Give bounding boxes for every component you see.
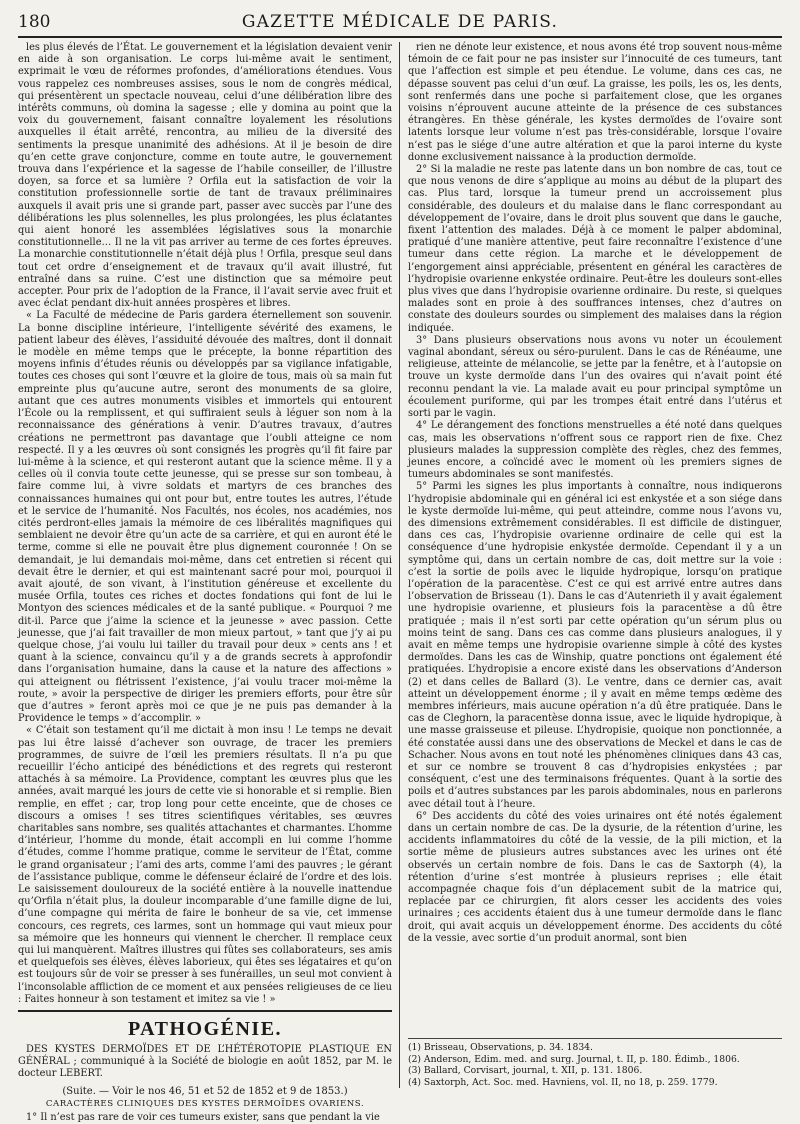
- page-header: [18, 10, 782, 38]
- section-title: PATHOGÉNIE.: [127, 1018, 283, 1041]
- footnotes: [408, 1038, 782, 1088]
- newspaper-page: [18, 10, 782, 1123]
- article-paragraph: 6° Des accidents du côté des voies urinaires ont été notés également dans un certain nombre de cas. De la dysurie, de la rétention d’urine, les accidents inflammatoires du côté de la vessie, de la pili miction, et la sortie même de plusieurs autres substances avec les urines ont été observés un certain nombre de fois. Dans le cas de Saxtorph (4), la rétention d’urine s’est montrée à plusieurs reprises ; elle était accompagnée chaque fois d’un déplacement subit de la matrice qui, replacée par ce chirurgien, fit alors cesser les accidents des voies urinaires ; ces accidents étaient dus à une tumeur dermoïde dans le flanc droit, qui avait acquis un développement énorme. Des accidents du côté de la vessie, avec sortie d’un produit anormal, sont bien: [408, 810, 782, 944]
- left-column: [18, 42, 392, 1123]
- speech-paragraph: « C’était son testament qu’il me dictait à mon insu ! Le temps ne devait pas lui être laissé d’achever son ouvrage, de tracer les premiers programmes, de suivre de l’œil les premiers résultats. Il n’a pu que recueillir l’écho anticipé des bénédictions et des regrets qui resteront attachés à sa mémoire. La Providence, comptant les œuvres plus que les années, avait marqué les jours de cette vie si honorable et si remplie. Bien remplie, en effet ; car, trop long pour cette enceinte, que de choses ce discours a omises ! ses titres scientifiques véritables, ses œuvres charitables sans nombre, ses qualités attachantes et charmantes. L’homme d’intérieur, l’homme du monde, était accompli en lui comme l’homme d’études, comme l’homme pratique, comme le serviteur de l’État, comme le grand organisateur ; l’ami des arts, comme l’ami des pauvres ; le gérant de l’assistance publique, comme le défenseur éclairé de l’ordre et des lois. Le saisissement douloureux de la société entière à la nouvelle inattendue qu’Orfila n’était plus, la douleur incomparable d’une famille digne de lui, d’une compagne qui mérita de faire le bonheur de sa vie, cet immense concours, ces regrets, ces larmes, sont un hommage qui vaut mieux pour sa mémoire que les honneurs qui viennent le chercher. Il remplace ceux qui lui manquèrent. Maîtres illustres qui fûtes ses collaborateurs, ses amis et quelquefois ses élèves, élèves laborieux, qui êtes ses légataires et qu’on est toujours sûr de voir se presser à ses funérailles, un seul mot convient à l’inconsolable affliction de ce moment et aux pensées religieuses de ce lieu : Faites honneur à son testament et imitez sa vie ! »: [18, 725, 392, 1005]
- section-divider: [18, 1010, 392, 1012]
- column-divider: [399, 42, 400, 1088]
- article-paragraph: 2° Si la maladie ne reste pas latente dans un bon nombre de cas, tout ce que nous venons de dire s’applique au moins au début de la plupart des cas. Plus tard, lorsque la tumeur prend un accroissement plus considérable, des douleurs et du malaise dans le flanc correspondant au développement de l’ovaire, dans le droit plus souvent que dans le gauche, fixent l’attention des malades. Déjà à ce moment le palper abdominal, pratiqué d’une manière attentive, peut faire reconnaître l’existence d’une tumeur dans cette région. La marche et le développement de l’engorgement ainsi appréciable, présentent en général les caractères de l’hydropisie ovarienne enkystée ordinaire. Peut-être les douleurs sont-elles plus vives que dans l’hydropisie ovarienne ordinaire. Du reste, si quelques malades sont en proie à des souffrances intenses, chez d’autres on constate des douleurs sourdes ou simplement des malaises dans la région indiquée.: [408, 164, 782, 334]
- article-continuation-note: (Suite. — Voir le nos 46, 51 et 52 de 1852 et 9 de 1853.): [62, 1085, 348, 1097]
- right-column: [408, 42, 782, 1088]
- speech-paragraph: « La Faculté de médecine de Paris gardera éternellement son souvenir. La bonne discipline intérieure, l’intelligente sévérité des examens, le patient labeur des élèves, l’assiduité dévouée des maîtres, dont il donnait le modèle en même temps que le précepte, la bonne répartition des moyens infinis d’études réunis ou développés par sa vigilance infatigable, toutes ces choses qui sont l’œuvre et la gloire de tous, mais où sa main fut empreinte plus qu’aucune autre, seront des monuments de sa gloire, autant que ces autres monuments visibles et immortels qui entourent l’École ou la remplissent, et qui suffiraient seuls à léguer son nom à la reconnaissance des générations à venir. D’autres travaux, d’autres créations ne permettront pas davantage que l’oubli atteigne ce nom respecté. Il y a les œuvres où sont consignés les progrès qu’il fit faire par lui-même à la science, et qui resteront autant que la science même. Il y a celles où il convia toute cette jeunesse, qui se presse sur son tombeau, à faire comme lui, à vivre soldats et martyrs de ces branches des connaissances humaines qui ont pour but, entre toutes les autres, l’étude et le service de l’humanité. Nos Facultés, nos écoles, nos académies, nos cités perdront-elles jamais la mémoire de ces libéralités magnifiques qui semblaient ne devoir être qu’un acte de sa carrière, et qui en auront été le terme, comme si elle ne pouvait être plus dignement couronnée ! On se demandait, je lui demandais moi-même, dans cet entretien si récent qui devait être le dernier, et qui est maintenant sacré pour moi, pourquoi il avait ajouté, de son vivant, à l’institution généreuse et excellente du musée Orfila, toutes ces riches et doctes fondations qui font de lui le Montyon des sciences médicales et de la santé publique. « Pourquoi ? me dit-il. Parce que j’aime la science et la jeunesse » avec passion. Cette jeunesse, que j’ai fait travailler de mon mieux partout, » tant que j’y ai pu quelque chose, j’ai voulu lui tailler du travail pour deux » cents ans ! et quant à la science, convaincu qu’il y a de grands secrets à approfondir dans l’organisation humaine, dans la cause et la nature des affections » qui atteignent ou flétrissent l’existence, j’ai voulu tracer moi-même la route, » avoir la perspective de diriger les premiers efforts, pour être sûr que d’autres » feront après moi ce que je ne puis pas demander à la Providence le temps » d’accomplir. »: [18, 310, 392, 725]
- article-title: DES KYSTES DERMOÏDES ET DE L’HÉTÉROTOPIE PLASTIQUE EN GÉNÉRAL ; communiqué à la Société de biologie en août 1852, par M. le docteur LEBERT.: [18, 1044, 392, 1080]
- article-paragraph: rien ne dénote leur existence, et nous avons été trop souvent nous-même témoin de ce fait pour ne pas insister sur l’innocuité de ces tumeurs, tant que l’affection est simple et peu étendue. Le volume, dans ces cas, ne dépasse souvent pas celui d’un œuf. La graisse, les poils, les os, les dents, sont renfermés dans une poche si parfaitement close, que les organes voisins n’éprouvent aucune atteinte de la présence de ces substances étrangères. En thèse générale, les kystes dermoïdes de l’ovaire sont latents lorsque leur volume n’est pas très-considérable, lorsque l’ovaire n’est pas le siége d’une autre altération et que la paroi interne du kyste donne exclusivement naissance à la production dermoïde.: [408, 42, 782, 163]
- text-columns: [18, 42, 782, 1123]
- article-subsection-heading: CARACTÈRES CLINIQUES DES KYSTES DERMOÏDES OVARIENS.: [45, 1098, 365, 1109]
- footnote: (3) Ballard, Corvisart, journal, t. XII, p. 131. 1806.: [408, 1065, 643, 1077]
- journal-title: GAZETTE MÉDICALE DE PARIS.: [241, 12, 559, 32]
- footnote: (2) Anderson, Edim. med. and surg. Journal, t. II, p. 180. Édimb., 1806.: [408, 1053, 740, 1065]
- article-paragraph: 5° Parmi les signes les plus importants à connaître, nous indiquerons l’hydropisie abdominale qui en général ici est enkystée et a son siége dans le kyste dermoïde lui-même, qui peut atteindre, comme nous l’avons vu, des dimensions extrêmement considérables. Il est difficile de distinguer, dans ces cas, l’hydropisie ovarienne ordinaire de celle qui est la conséquence d’une hydropisie enkystée dermoïde. Cependant il y a un symptôme qui, dans un certain nombre de cas, doit mettre sur la voie : c’est la sortie de poils avec le liquide hydropique, lorsqu’on pratique l’opération de la paracentèse. C’est ce qui est arrivé entre autres dans l’observation de Brisseau (1). Dans le cas d’Autenrieth il y avait également une hydropisie ovarienne, et plusieurs fois la paracentèse a dû être pratiquée ; mais il n’est sorti par cette opération qu’un sérum plus ou moins teint de sang. Dans ces cas comme dans plusieurs analogues, il y avait en même temps une hydropisie ovarienne simple à côté des kystes dermoïdes. Dans les cas de Winship, quatre ponctions ont également été pratiquées. L’hydropisie a encore existé dans les observations d’Anderson (2) et dans celles de Ballard (3). Le ventre, dans ce dernier cas, avait atteint un développement énorme ; il y avait en même temps œdème des membres inférieurs, mais aucune opération n’a dû être pratiquée. Dans le cas de Cleghorn, la paracentèse donna issue, avec le liquide hydropique, à une masse graisseuse et pileuse. L’hydropisie, quoique non ponctionnée, a été constatée aussi dans une des observations de Meckel et dans le cas de Schacher. Nous avons en tout noté les phénomènes cliniques dans 43 cas, et sur ce nombre se trouvent 8 cas d’hydropisies enkystées ; par conséquent, c’est une des terminaisons fréquentes. Quant à la sortie des poils et d’autres substances par les parois abdominales, nous en parlerons avec détail tout à l’heure.: [408, 481, 782, 810]
- article-paragraph: 4° Le dérangement des fonctions menstruelles a été noté dans quelques cas, mais les observations n’offrent sous ce rapport rien de fixe. Chez plusieurs malades la suppression complète des règles, chez des femmes, jeunes encore, a coïncidé avec le moment où les premiers signes de tumeurs abdominales se sont manifestés.: [408, 420, 782, 481]
- page-number: 180: [18, 12, 51, 32]
- footnote: (4) Saxtorph, Act. Soc. med. Havniens, vol. II, no 18, p. 259. 1779.: [408, 1076, 718, 1088]
- speech-paragraph: les plus élevés de l’État. Le gouvernement et la législation devaient venir en aide à son organisation. Le corps lui-même avait le sentiment, exprimait le vœu de réformes profondes, d’améliorations étendues. Vous vous rappelez ces nombreuses assises, sous le nom de congrès médical, qui présentèrent un spectacle nouveau, celui d’une délibération libre des intérêts communs, où domina la sagesse ; elle y domina au point que la voix du gouvernement, faisant connaître loyalement les résolutions auxquelles il était arrêté, rencontra, au milieu de la diversité des sentiments la presque unanimité des adhésions. At il je besoin de dire qu’en cette grave conjoncture, comme en toute autre, le gouvernement trouva dans l’expérience et la sagesse de l’habile conseiller, de l’illustre doyen, sa force et sa lumière ? Orfila eut la satisfaction de voir la constitution professionnelle sortie de tant de travaux préliminaires auxquels il avait pris une si grande part, passer avec succès par l’une des délibérations les plus solennelles, les plus prolongées, les plus éclatantes qui aient honoré les assemblées législatives sous la monarchie constitutionnelle… Il ne la vit pas arriver au terme de ces fortes épreuves. La monarchie constitutionnelle n’était déjà plus ! Orfila, presque seul dans tout cet ordre d’enseignement et de travaux qu’il avait illustré, fut entraîné dans sa ruine. C’est une distinction que sa mémoire peut accepter. Pour prix de l’adoption de la France, il l’avait servie avec fruit et avec éclat pendant dix-huit années prospères et libres.: [18, 42, 392, 310]
- article-opening-paragraph: 1° Il n’est pas rare de voir ces tumeurs exister, sans que pendant la vie: [26, 1111, 380, 1123]
- footnote: (1) Brisseau, Observations, p. 34. 1834.: [408, 1042, 593, 1054]
- article-paragraph: 3° Dans plusieurs observations nous avons vu noter un écoulement vaginal abondant, séreux ou séro-purulent. Dans le cas de Rénéaume, une religieuse, atteinte de mélancolie, se jette par la fenêtre, et à l’autopsie on trouve un kyste dermoïde dans l’un des ovaires qui n’avait point été reconnu pendant la vie. La malade avait eu pour principal symptôme un écoulement puriforme, qui par les trompes était entré dans l’utérus et sorti par le vagin.: [408, 334, 782, 420]
